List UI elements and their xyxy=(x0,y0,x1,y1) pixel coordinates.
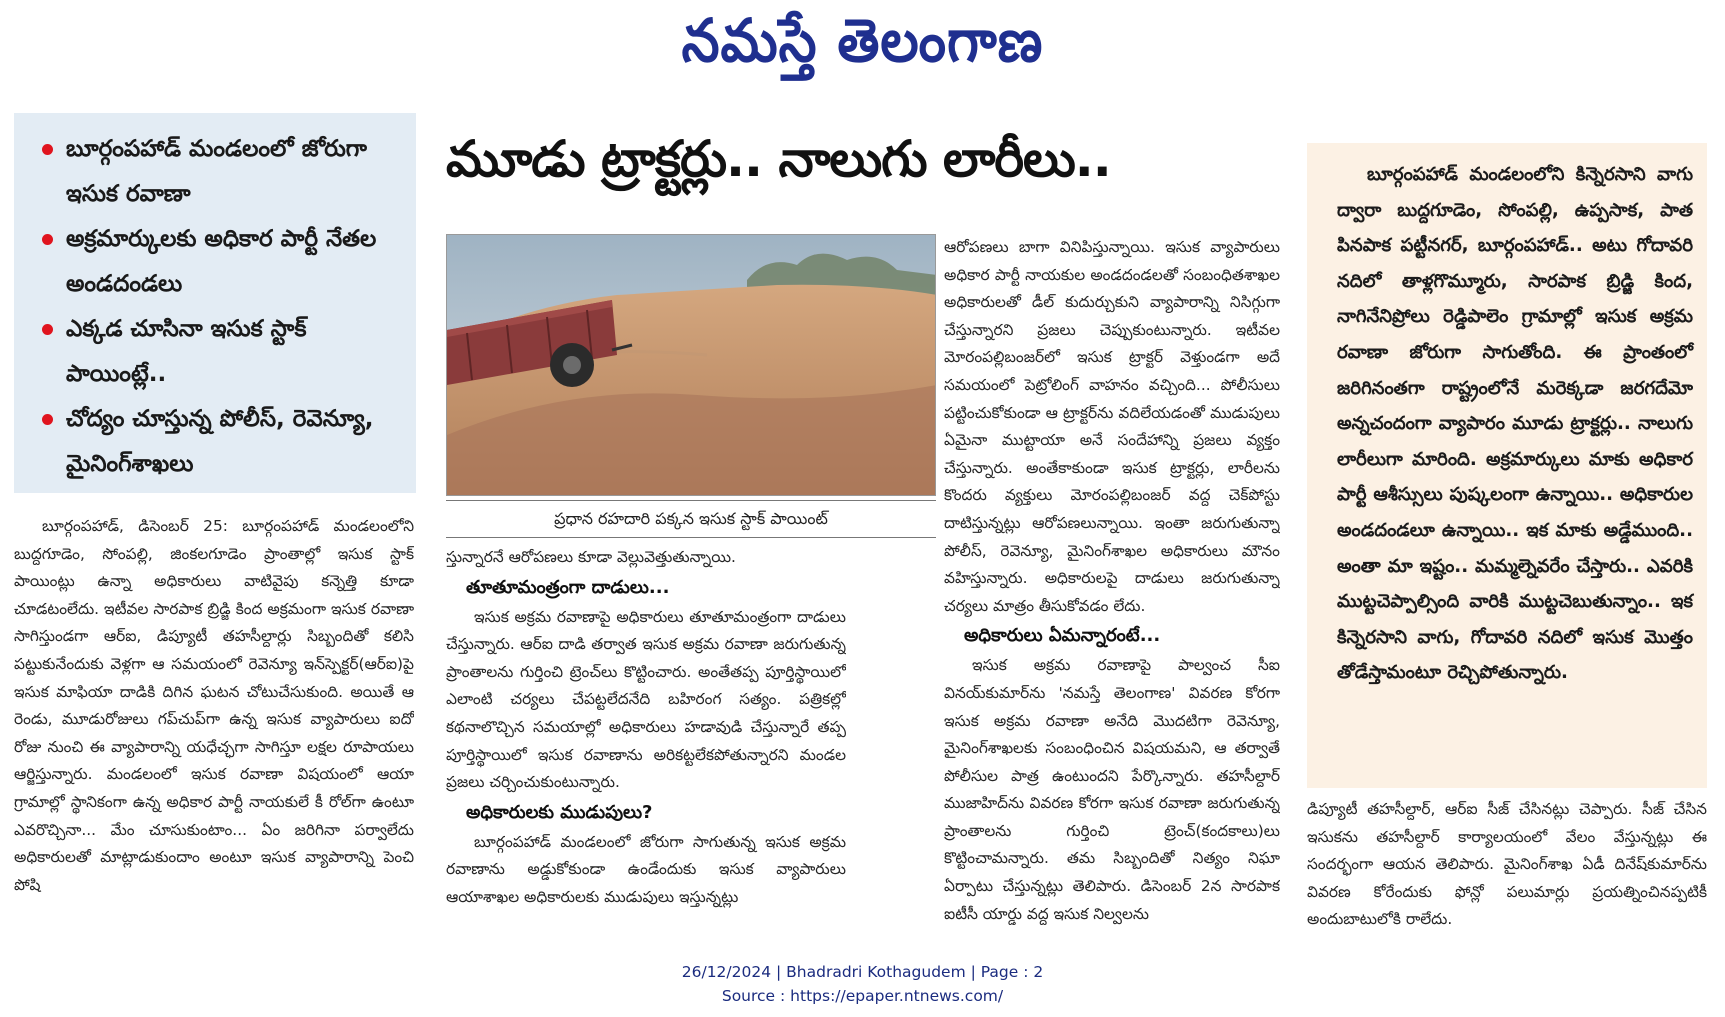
subheading: తూతూమంత్రంగా దాడులు... xyxy=(466,576,670,598)
bullet-icon xyxy=(42,234,53,245)
highlights-list xyxy=(36,127,406,487)
headline: మూడు ట్రాక్టర్లు.. నాలుగు లారీలు.. xyxy=(446,130,1111,188)
article-column-3 xyxy=(944,234,1280,944)
article-paragraph: స్తున్నారనే ఆరోపణలు కూడా వెల్లువెత్తుతున్నాయి. xyxy=(446,548,736,566)
bullet-icon xyxy=(42,144,53,155)
highlights-box xyxy=(14,113,416,493)
article-paragraph: బూర్గంపహాడ్, డిసెంబర్ 25: బూర్గంపహాడ్ మండలంలోని బుద్దగూడెం, సోంపల్లి, జింకలగూడెం ప్రాంతాల్లో ఇసుక స్టాక్ పాయింట్లు ఉన్నా అధికారులు వాటివైపు కన్నెత్తి కూడా చూడటంలేదు. ఇటీవల సారపాక బ్రిడ్జి కింద అక్రమంగా ఇసుక రవాణా సాగిస్తుండగా ఆర్ఐ, డిప్యూటీ తహసీల్దార్లు సిబ్బందితో కలిసి పట్టుకునేందుకు వెళ్లగా ఆ సమయంలో రెవెన్యూ ఇన్‌స్పెక్టర్(ఆర్ఐ)పై ఇసుక మాఫియా దాడికి దిగిన ఘటన చోటుచేసుకుంది. అయితే ఆ రెండు, మూడురోజులు గప్‌చుప్‌గా ఉన్న ఇసుక వ్యాపారులు ఐదో రోజు నుంచి ఈ వ్యాపారాన్ని యధేచ్ఛగా సాగిస్తూ లక్షల రూపాయలు ఆర్జిస్తున్నారు. మండలంలో ఇసుక రవాణా విషయంలో ఆయా గ్రామాల్లో స్థానికంగా ఉన్న అధికార పార్టీ నాయకులే కీ రోల్‌గా ఉంటూ ఎవరొచ్చినా... మేం చూసుకుంటాం... ఏం జరిగినా పర్వాలేదు అధికారులతో మాట్లాడుకుందాం అంటూ ఇసుక వ్యాపారాన్ని పెంచి పోషి xyxy=(14,517,414,894)
highlight-item: అక్రమార్కులకు అధికార పార్టీ నేతల అండదండలు xyxy=(36,217,406,307)
pull-quote-text: బూర్గంపహాడ్ మండలంలోని కిన్నెరసాని వాగు ద్వారా బుద్దగూడెం, సోంపల్లి, ఉప్పసాక, పాత పినపాక పట్టీనగర్, బూర్గంపహాడ్.. అటు గోదావరి నదిలో తాళ్లగొమ్మూరు, సారపాక బ్రిడ్జి కింద, నాగినేనిప్రోలు రెడ్డిపాలెం గ్రామాల్లో ఇసుక అక్రమ రవాణా జోరుగా సాగుతోంది. ఈ ప్రాంతంలో జరిగినంతగా రాష్ట్రంలోనే మరెక్కడా జరగదేమో అన్నచందంగా వ్యాపారం మూడు ట్రాక్టర్లు.. నాలుగు లారీలుగా మారింది. అక్రమార్కులు మాకు అధికార పార్టీ ఆశీస్సులు పుష్కలంగా ఉన్నాయి.. అధికారుల అండదండలూ ఉన్నాయి.. ఇక మాకు అడ్డేముంది.. అంతా మా ఇష్టం.. మమ్మల్నెవరేం చేస్తారు.. ఎవరికి ముట్టచెప్పాల్సింది వారికి ముట్టచెబుతున్నాం.. ఇక కిన్నెరసాని వాగు, గోదావరి నదిలో ఇసుక మొత్తం తోడేస్తామంటూ రెచ్చిపోతున్నారు. xyxy=(1337,164,1693,684)
article-paragraph: ఆరోపణలు బాగా వినిపిస్తున్నాయి. ఇసుక వ్యాపారులు అధికార పార్టీ నాయకుల అండదండలతో సంబంధితశాఖల అధికారులతో డీల్ కుదుర్చుకుని వ్యాపారాన్ని నిసిగ్గుగా చేస్తున్నారని ప్రజలు చెప్పుకుంటున్నారు. ఇటీవల మోరంపల్లిబంజర్‌లో ఇసుక ట్రాక్టర్ వెళ్తుండగా అదే సమయంలో పెట్రోలింగ్ వాహనం వచ్చింది... పోలీసులు పట్టించుకోకుండా ఆ ట్రాక్టర్‌ను వదిలేయడంతో ముడుపులు ఏమైనా ముట్టాయా అనే సందేహాన్ని ప్రజలు వ్యక్తం చేస్తున్నారు. అంతేకాకుండా ఇసుక ట్రాక్టర్లు, లారీలను కొందరు వ్యక్తులు మోరంపల్లిబంజర్ వద్ద చెక్‌పోస్టు దాటిస్తున్నట్లు ఆరోపణలున్నాయి. ఇంతా జరుగుతున్నా పోలీస్, రెవెన్యూ, మైనింగ్‌శాఖల అధికారులు మౌనం వహిస్తున్నారు. అధికారులపై దాడులు జరుగుతున్నా చర్యలు మాత్రం తీసుకోవడం లేదు. xyxy=(944,238,1280,615)
bullet-icon xyxy=(42,324,53,335)
article-paragraph: ఇసుక అక్రమ రవాణాపై పాల్వంచ సీఐ వినయ్‌కుమార్‌ను 'నమస్తే తెలంగాణ' వివరణ కోరగా ఇసుక అక్రమ రవాణా అనేది మొదటిగా రెవెన్యూ, మైనింగ్‌శాఖలకు సంబంధించిన విషయమని, ఆ తర్వాతే పోలీసుల పాత్ర ఉంటుందని పేర్కొన్నారు. తహసీల్దార్ ముజాహిద్‌ను వివరణ కోరగా ఇసుక రవాణా జరుగుతున్న ప్రాంతాలను గుర్తించి ట్రెంచ్(కందకాలు)లు కొట్టించామన్నారు. తమ సిబ్బందితో నిత్యం నిఘా ఏర్పాటు చేస్తున్నట్లు తెలిపారు. డిసెంబర్ 2న సారపాక ఐటీసీ యార్డు వద్ద ఇసుక నిల్వలను xyxy=(944,656,1280,923)
photo-caption: ప్రధాన రహదారి పక్కన ఇసుక స్టాక్ పాయింట్ xyxy=(446,500,936,538)
footer-date-edition: 26/12/2024 | Bhadradri Kothagudem | Page : 2 xyxy=(681,963,1044,981)
page-footer xyxy=(0,960,1725,1008)
bullet-icon xyxy=(42,414,53,425)
masthead-title: నమస్తే తెలంగాణ xyxy=(681,4,1044,75)
subheading: అధికారులకు ముడుపులు? xyxy=(466,801,653,823)
article-column-4 xyxy=(1307,796,1707,946)
article-paragraph: డిప్యూటీ తహసీల్దార్, ఆర్ఐ సీజ్ చేసినట్లు చెప్పారు. సీజ్ చేసిన ఇసుకను తహసీల్దార్ కార్యాలయంలో వేలం వేస్తున్నట్లు ఈ సందర్భంగా ఆయన తెలిపారు. మైనింగ్‌శాఖ ఏడీ దినేష్‌కుమార్‌ను వివరణ కోరేందుకు ఫోన్లో పలుమార్లు ప్రయత్నించినప్పటికీ అందుబాటులోకి రాలేదు. xyxy=(1307,800,1707,929)
article-column-1 xyxy=(14,513,414,943)
article-paragraph: ఇసుక అక్రమ రవాణాపై అధికారులు తూతూమంత్రంగా దాడులు చేస్తున్నారు. ఆర్ఐ దాడి తర్వాత ఇసుక అక్రమ రవాణా జరుగుతున్న ప్రాంతాలను గుర్తించి ట్రెంచ్‌లు కొట్టించారు. అంతేతప్ప పూర్తిస్థాయిలో ఎలాంటి చర్యలు చేపట్టలేదనేది బహిరంగ సత్యం. పత్రికల్లో కథనాలొచ్చిన సమయాల్లో అధికారులు హడావుడి చేస్తున్నారే తప్ప పూర్తిస్థాయిలో ఇసుక రవాణాను అరికట్టలేకపోతున్నారని మండల ప్రజలు చర్చించుకుంటున్నారు. xyxy=(446,607,846,792)
article-paragraph: బూర్గంపహాడ్ మండలంలో జోరుగా సాగుతున్న ఇసుక అక్రమ రవాణాను అడ్డుకోకుండా ఉండేందుకు ఇసుక వ్యాపారులు ఆయాశాఖల అధికారులకు ముడుపులు ఇస్తున్నట్లు xyxy=(446,832,846,906)
highlight-item: బూర్గంపహాడ్ మండలంలో జోరుగా ఇసుక రవాణా xyxy=(36,127,406,217)
photo-illustration xyxy=(447,235,936,496)
sand-stock-photo xyxy=(446,234,936,496)
article-column-2 xyxy=(446,544,846,944)
highlight-item: ఎక్కడ చూసినా ఇసుక స్టాక్ పాయింట్లే.. xyxy=(36,307,406,397)
subheading: అధికారులు ఏమన్నారంటే... xyxy=(964,625,1161,647)
footer-source: Source : https://epaper.ntnews.com/ xyxy=(721,987,1004,1005)
pull-quote-box xyxy=(1307,143,1707,788)
highlight-item: చోద్యం చూస్తున్న పోలీస్, రెవెన్యూ, మైనింగ్‌శాఖలు xyxy=(36,397,406,487)
masthead xyxy=(0,0,1725,95)
